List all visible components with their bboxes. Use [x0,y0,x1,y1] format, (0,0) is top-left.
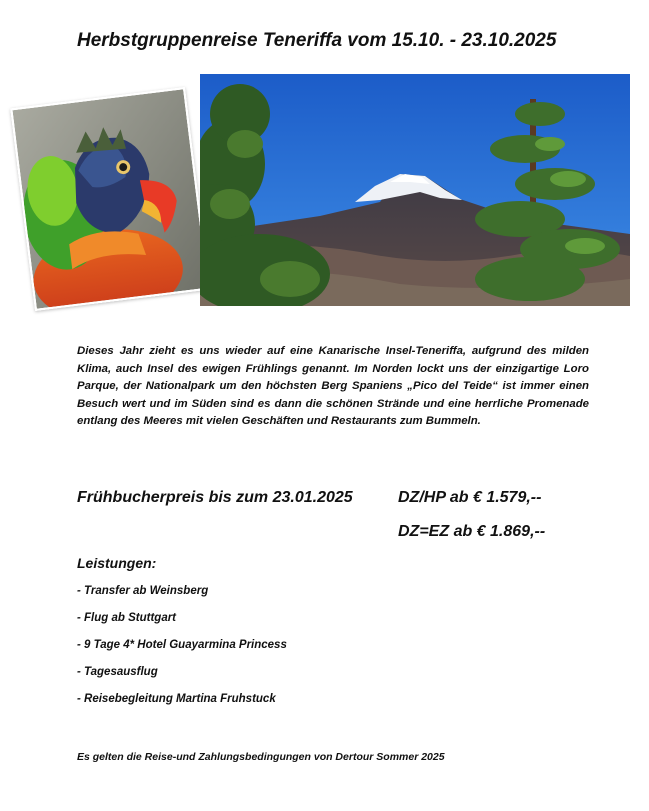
service-item-flight: - Flug ab Stuttgart [77,612,177,624]
service-item-hotel: - 9 Tage 4* Hotel Guayarmina Princess [77,639,287,651]
services-heading: Leistungen: [77,555,157,571]
teide-landscape-illustration [200,74,630,306]
page-title: Herbstgruppenreise Teneriffa vom 15.10. - 23.10.2025 [77,30,557,51]
parrot-photo [10,87,210,311]
trip-description: Dieses Jahr zieht es uns wieder auf eine Kanarische Insel-Teneriffa, aufgrund des milden Klima, auch Insel des ewigen Frühlings genannt. Im Norden lockt uns der einzigartige Loro Parque, der Nationalpark um den höchsten Berg Spaniens „Pico del Teide“ ist immer einen Besuch wert und im Süden sind es dann die schönen Strände und eine herrliche Promenade entlang des Meeres mit vielen Geschäften und Restaurants zum Bummeln. [77,345,589,428]
teide-volcano-photo [200,74,630,306]
price-double-room-hp: DZ/HP ab € 1.579,-- [398,489,542,506]
price-double-as-single: DZ=EZ ab € 1.869,-- [398,523,546,540]
services-list [77,584,287,719]
early-booking-label: Frühbucherpreis bis zum 23.01.2025 [77,489,353,506]
terms-note: Es gelten die Reise-und Zahlungsbedingungen von Dertour Sommer 2025 [77,751,445,763]
service-item-transfer: - Transfer ab Weinsberg [77,585,209,597]
service-item-day-trip: - Tagesausflug [77,666,158,678]
service-item-tour-guide: - Reisebegleitung Martina Fruhstuck [77,693,276,705]
parrot-illustration [12,89,207,308]
